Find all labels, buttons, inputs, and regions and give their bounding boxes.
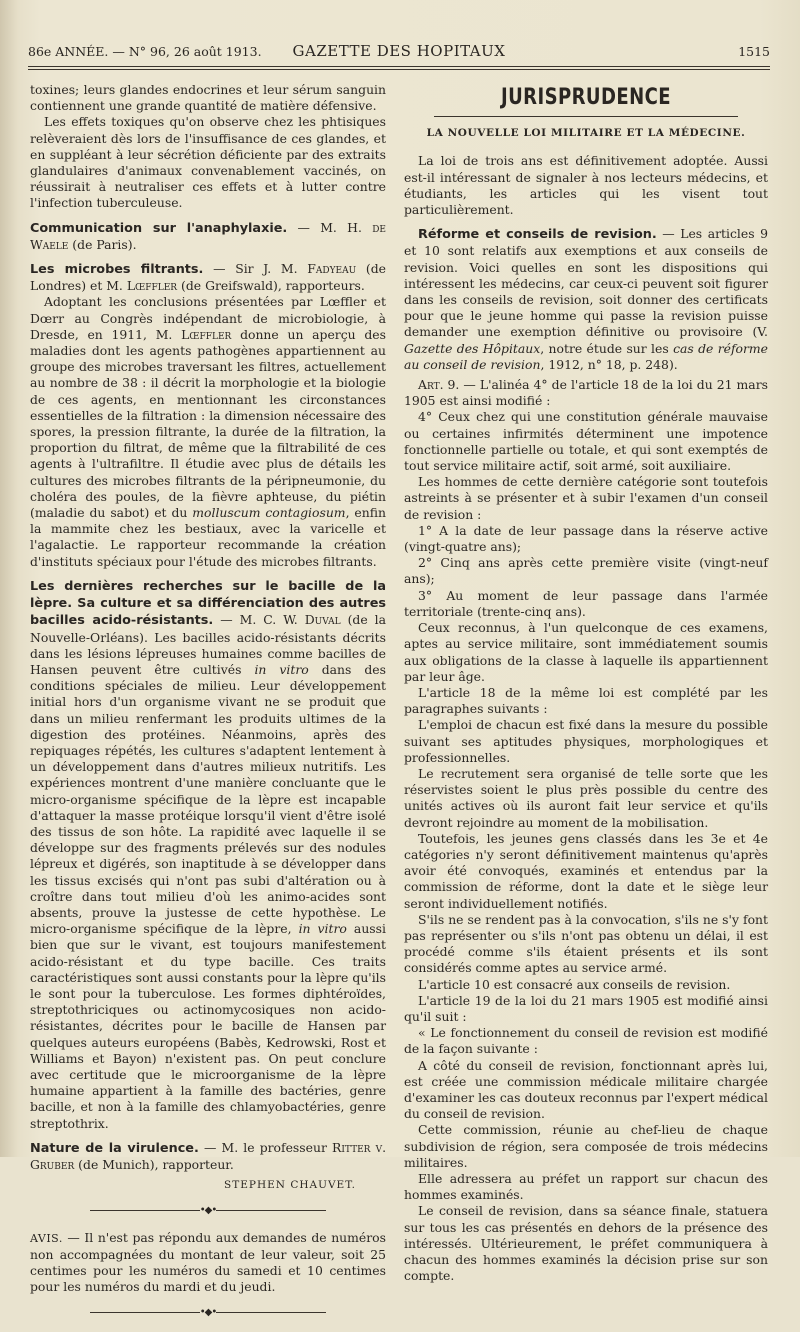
- paragraph-elle: Elle adressera au préfet un rapport sur chacun des hommes examinés.: [404, 1171, 768, 1203]
- author-duval: Duval: [304, 612, 341, 628]
- author-fadyeau: Fadyeau: [307, 261, 357, 277]
- avis-label: AVIS.: [30, 1231, 63, 1245]
- paragraph-ceux: Ceux reconnus, à l'un quelconque de ces examens, aptes au service militaire, sont immédiatement soumis aux obligations de la classe à laquelle ils appartiennent par leur âge.: [404, 620, 768, 684]
- signature: STEPHEN CHAUVET.: [224, 1179, 356, 1192]
- paragraph-commission: Cette commission, réunie au chef-lieu de chaque subdivision de région, sera composée de trois médecins militaires.: [404, 1122, 768, 1170]
- section-title-reforme: Réforme et conseils de revision.: [418, 227, 657, 243]
- journal-title: GAZETTE DES HOPITAUX: [292, 42, 506, 60]
- paragraph-2: 2° Cinq ans après cette première visite (vingt-neuf ans);: [404, 555, 768, 587]
- section-reforme: Réforme et conseils de revision. — Les articles 9 et 10 sont relatifs aux exemptions et aux conseils de revision. Voici quelles en sont les dispositions qui intéressent les médecins, car ceux-ci peuvent soit figurer dans les conseils de revision, soit donner des certificats pour que le jeune homme qui passe la revision puisse demander une exemption définitive ou provisoire (V. Gazette des Hôpitaux, notre étude sur les cas de réforme au conseil de revision, 1912, n° 18, p. 248).: [404, 226, 769, 372]
- paragraph-intro: La loi de trois ans est définitivement adoptée. Aussi est-il intéressant de signaler à nos lecteurs médecins, et étudiants, les articles qui les visent tout particulièrement.: [404, 153, 768, 218]
- article-9: Art. 9. — L'alinéa 4° de l'article 18 de la loi du 21 mars 1905 est ainsi modifié :: [404, 377, 768, 409]
- right-column: [404, 82, 768, 1284]
- paragraph-a-cote: A côté du conseil de revision, fonctionnant après lui, est créée une commission médicale militaire chargée d'examiner les cas douteux reconnus par l'expert médical du conseil de revision.: [404, 1057, 768, 1122]
- section-heading-jurisprudence: JURISPRUDENCE: [500, 85, 671, 110]
- author-ritter: Ritter v. Gruber: [30, 1139, 387, 1172]
- article-title: LA NOUVELLE LOI MILITAIRE ET LA MÉDECINE.: [426, 127, 746, 140]
- paragraph-toutefois: Toutefois, les jeunes gens classés dans les 3e et 4e catégories n'y seront définitivement maintenus qu'après avoir été convoqués, examinés et entendus par la commission de réforme, dont la date et le siège leur seront individuellement notifiés.: [404, 830, 768, 911]
- paragraph-toxines: toxines; leurs glandes endocrines et leur sérum sanguin contiennent une grande quantité de matière défensive.: [30, 82, 386, 114]
- issue-info: 86e ANNÉE. — N° 96, 26 août 1913.: [28, 44, 262, 59]
- paragraph-adoptant: Adoptant les conclusions présentées par Lœffler et Dœrr au Congrès indépendant de microbiologie, à Dresde, en 1911, M. Lœffler donne un aperçu des maladies dont les agents pathogènes appartiennent au groupe des microbes traversant les filtres, actuellement au nombre de 38 : il décrit la morphologie et la biologie de ces agents, en mentionnant les circonstances essentielles de la filtration : la dimension nécessaire des spores, la pression filtrante, la durée de la filtration, la proportion du filtrat, de même que la filtrabilité de ces agents à l'ultrafiltre. Il étudie avec plus de détails les cultures des microbes filtrants de la péripneumonie, du choléra des poules, de la fièvre aphteuse, du piétin (maladie du sabot) et du molluscum contagiosum, enfin la mammite chez les bestiaux, avec la varicelle et l'agalactie. Le rapporteur recommande la création d'instituts spéciaux pour l'étude des microbes filtrants.: [30, 294, 386, 569]
- left-column: [30, 82, 386, 1332]
- section-virulence: Nature de la virulence. — M. le professeur Ritter v. Gruber (de Munich), rapporteur.: [30, 1139, 387, 1172]
- paragraph-3: 3° Au moment de leur passage dans l'armée territoriale (trente-cinq ans).: [404, 587, 768, 619]
- section-title-lepre: Les dernières recherches sur le bacille de la lèpre. Sa culture et sa différenciation des autres bacilles acido-résistants.: [30, 578, 386, 629]
- header-rule-top: [28, 66, 770, 67]
- page-number: 1515: [738, 44, 770, 59]
- paragraph-1: 1° A la date de leur passage dans la réserve active (vingt-quatre ans);: [404, 522, 768, 555]
- section-anaphylaxie: Communication sur l'anaphylaxie. — M. H. de Waele (de Paris).: [30, 219, 386, 252]
- section-microbes: Les microbes filtrants. — Sir J. M. Fadyeau (de Londres) et M. Lœffler (de Greifswald), rapporteurs.: [30, 261, 386, 294]
- paragraph-recrutement: Le recrutement sera organisé de telle sorte que les réservistes soient le plus près possible du centre des unités actives où ils auront fait leur service et qu'ils devront rejoindre au moment de la mobilisation.: [404, 765, 768, 830]
- paragraph-effets: Les effets toxiques qu'on observe chez les phtisiques relèveraient dès lors de l'insuffisance de ces glandes, et en suppléant à leur sécrétion déficiente par des extraits glandulaires d'animaux convenablement vaccinés, on réussirait à neutraliser ces effets et à lutter contre l'infection tuberculeuse.: [30, 114, 386, 211]
- author-loeffler: Lœffler: [126, 278, 178, 294]
- paragraph-sils: S'ils ne se rendent pas à la convocation, s'ils ne s'y font pas représenter ou s'ils n'ont pas obtenu un délai, il est procédé comme s'ils étaient présents et ils sont considérés comme aptes au service armé.: [404, 911, 768, 976]
- article-9-label: Art. 9.: [418, 377, 460, 393]
- section-lepre: Les dernières recherches sur le bacille de la lèpre. Sa culture et sa différenciation des autres bacilles acido-résistants. — M. C. W. Duval (de la Nouvelle-Orléans). Les bacilles acido-résistants décrits dans les lésions lépreuses humaines comme bacilles de Hansen peuvent être cultivés in vitro dans des conditions spéciales de milieu. Leur développement initial hors d'un organisme vivant ne se produit que dans un milieu renfermant les produits ultimes de la digestion des protéines. Néanmoins, après des repiquages répétés, les cultures s'adaptent lentement à un développement dans d'autres milieux nutritifs. Les expériences montrent d'une manière concluante que le micro-organisme spécifique de la lèpre est incapable d'attaquer la masse protéique lorsqu'il vient d'être isolé des tissus de son hôte. La rapidité avec laquelle il se développe sur des fragments prélevés sur des nodules lépreux et digérés, son inaptitude à se développer dans les tissus excisés qui n'ont pas subi d'altération ou à croître dans tout milieu d'où les animo-acides sont absents, prouve la justesse de cette hypothèse. Le micro-organisme spécifique de la lèpre, in vitro aussi bien que sur le vivant, est toujours manifestement acido-résistant et du type bacille. Ces traits caractéristiques sont aussi constants pour la lèpre qu'ils le sont pour la tuberculose. Les formes diphtéroïdes, streptothriciques ou actinomycosiques non acido-résistantes, décrites pour le bacille de Hansen par quelques auteurs européens (Babès, Kedrowski, Rost et Williams et Bayon) n'existent pas. On peut conclure avec certitude que le microorganisme de la lèpre humaine appartient à la famille des bactéries, genre bacille, et non à la famille des chlamyobactéries, genre streptothrix.: [30, 578, 387, 1131]
- section-title-microbes: Les microbes filtrants.: [30, 262, 204, 278]
- page-header: [28, 40, 770, 62]
- paragraph-article19: L'article 19 de la loi du 21 mars 1905 est modifié ainsi qu'il suit :: [404, 992, 768, 1024]
- paragraph-emploi: L'emploi de chacun est fixé dans la mesure du possible suivant ses aptitudes physiques, morphologiques et professionnelles.: [404, 717, 768, 765]
- ornament-divider: •◆•: [30, 1203, 386, 1219]
- author-de-waele: de Waele: [30, 219, 386, 252]
- paragraph-le-conseil: Le conseil de revision, dans sa séance finale, statuera sur tous les cas présentés en dehors de la présence des intéressés. Ultérieurement, le préfet communiquera à chacun des hommes examinés la décision prise sur son compte.: [404, 1203, 768, 1284]
- paragraph-hommes: Les hommes de cette dernière catégorie sont toutefois astreints à se présenter et à subir l'examen d'un conseil de revision :: [404, 474, 768, 522]
- section-title-anaphylaxie: Communication sur l'anaphylaxie.: [30, 220, 288, 236]
- jurisprudence-rule: [434, 116, 738, 117]
- paragraph-article18: L'article 18 de la même loi est complété par les paragraphes suivants :: [404, 684, 768, 717]
- paragraph-4: 4° Ceux chez qui une constitution générale mauvaise ou certaines infirmités déterminent une impotence fonctionnelle partielle ou totale, et qui sont exemptés de tout service militaire actif, soit armé, soit auxiliaire.: [404, 409, 768, 474]
- paragraph-quote: « Le fonctionnement du conseil de revision est modifié de la façon suivante :: [404, 1025, 768, 1057]
- header-rule-bottom: [28, 69, 770, 70]
- ornament-divider-end: •◆•: [30, 1305, 386, 1321]
- section-title-virulence: Nature de la virulence.: [30, 1140, 199, 1156]
- avis-notice: AVIS. — Il n'est pas répondu aux demandes de numéros non accompagnées du montant de leur valeur, soit 25 centimes pour les numéros du samedi et 10 centimes pour les numéros du mardi et du jeudi.: [30, 1229, 386, 1295]
- paragraph-article10: L'article 10 est consacré aux conseils de revision.: [418, 976, 731, 992]
